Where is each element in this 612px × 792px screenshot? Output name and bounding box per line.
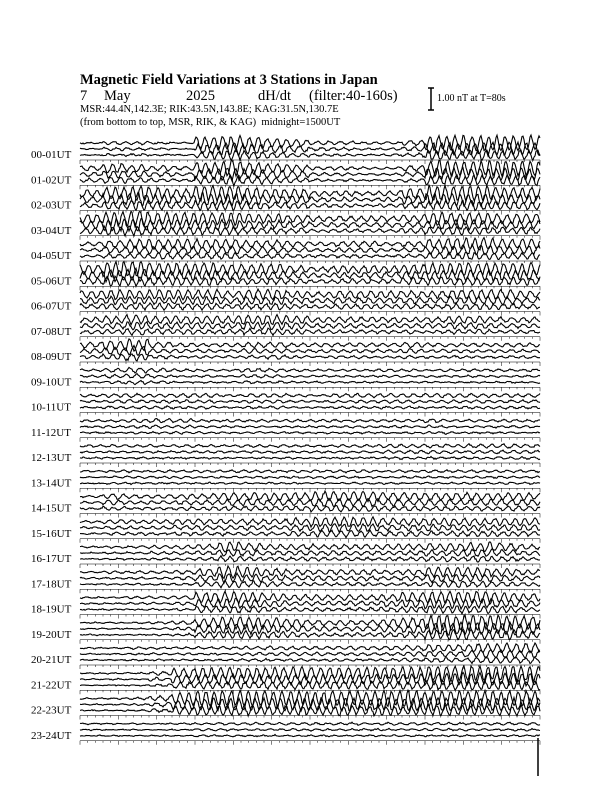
order-note: (from bottom to top, MSR, RIK, & KAG) [80, 117, 257, 128]
station-trace-msr [80, 505, 540, 512]
station-trace-msr [80, 431, 540, 434]
station-trace-kag [80, 289, 540, 300]
row-label: 15-16UT [31, 527, 72, 540]
row-label: 10-11UT [31, 401, 71, 414]
date-day: 7 [80, 88, 88, 104]
station-trace-rik [80, 549, 540, 556]
row-label: 08-09UT [31, 351, 72, 363]
date-month: May [104, 88, 131, 104]
row-label: 07-08UT [31, 325, 72, 338]
row-label: 13-14UT [31, 477, 72, 490]
row-label: 12-13UT [31, 452, 72, 464]
station-trace-msr [80, 657, 540, 664]
row-label: 05-06UT [31, 275, 72, 288]
station-trace-msr [80, 328, 540, 335]
station-trace-rik [80, 425, 540, 429]
row-label: 02-03UT [31, 199, 72, 212]
station-trace-msr [80, 457, 540, 460]
midnight-note: midnight=1500UT [261, 117, 341, 128]
row-label: 19-20UT [31, 628, 72, 641]
row-label: 01-02UT [31, 174, 72, 187]
row-label: 18-19UT [31, 603, 72, 616]
trace-rows [31, 135, 540, 745]
station-trace-kag [80, 517, 540, 527]
station-trace-rik [80, 650, 540, 659]
station-trace-kag [80, 419, 540, 423]
station-coordinates: MSR:44.4N,142.3E; RIK:43.5N,143.8E; KAG:31.5N,130.7E [80, 104, 339, 115]
station-trace-kag [80, 722, 540, 725]
station-trace-rik [80, 400, 540, 404]
row-label: 21-22UT [31, 679, 72, 692]
row-label: 03-04UT [31, 224, 72, 237]
station-trace-msr [80, 303, 540, 310]
station-trace-kag [80, 444, 540, 449]
row-label: 16-17UT [31, 553, 72, 565]
chart-title: Magnetic Field Variations at 3 Stations in Japan [80, 72, 378, 88]
station-trace-msr [80, 630, 540, 640]
filter-label: (filter:40-160s) [309, 88, 398, 104]
row-label: 23-24UT [31, 729, 72, 742]
row-label: 09-10UT [31, 376, 72, 389]
station-trace-msr [80, 606, 540, 614]
date-year: 2025 [186, 88, 215, 104]
station-trace-msr [80, 406, 540, 409]
station-trace-rik [80, 476, 540, 479]
station-trace-msr [80, 735, 540, 737]
row-label: 22-23UT [31, 704, 72, 717]
station-trace-rik [80, 244, 540, 255]
station-trace-msr [80, 276, 540, 286]
row-label: 20-21UT [31, 654, 72, 666]
row-label: 04-05UT [31, 250, 72, 262]
station-trace-kag [80, 393, 540, 397]
station-trace-kag [80, 367, 540, 373]
station-trace-rik [80, 374, 540, 379]
row-label: 06-07UT [31, 300, 72, 313]
row-label: 11-12UT [31, 426, 71, 439]
station-trace-msr [80, 530, 540, 538]
row-label: 00-01UT [31, 149, 72, 161]
station-trace-rik [80, 728, 540, 731]
row-label: 14-15UT [31, 502, 72, 515]
station-trace-rik [80, 346, 540, 356]
station-trace-msr [80, 556, 540, 562]
station-trace-rik [80, 296, 540, 304]
station-trace-msr [80, 354, 540, 361]
scale-bar-label: 1.00 nT at T=80s [437, 93, 506, 104]
quantity-label: dH/dt [258, 88, 292, 104]
station-trace-kag [80, 470, 540, 473]
station-trace-rik [80, 219, 540, 232]
station-trace-msr [80, 482, 540, 485]
station-trace-rik [80, 450, 540, 454]
station-trace-msr [80, 381, 540, 385]
row-label: 17-18UT [31, 578, 72, 591]
